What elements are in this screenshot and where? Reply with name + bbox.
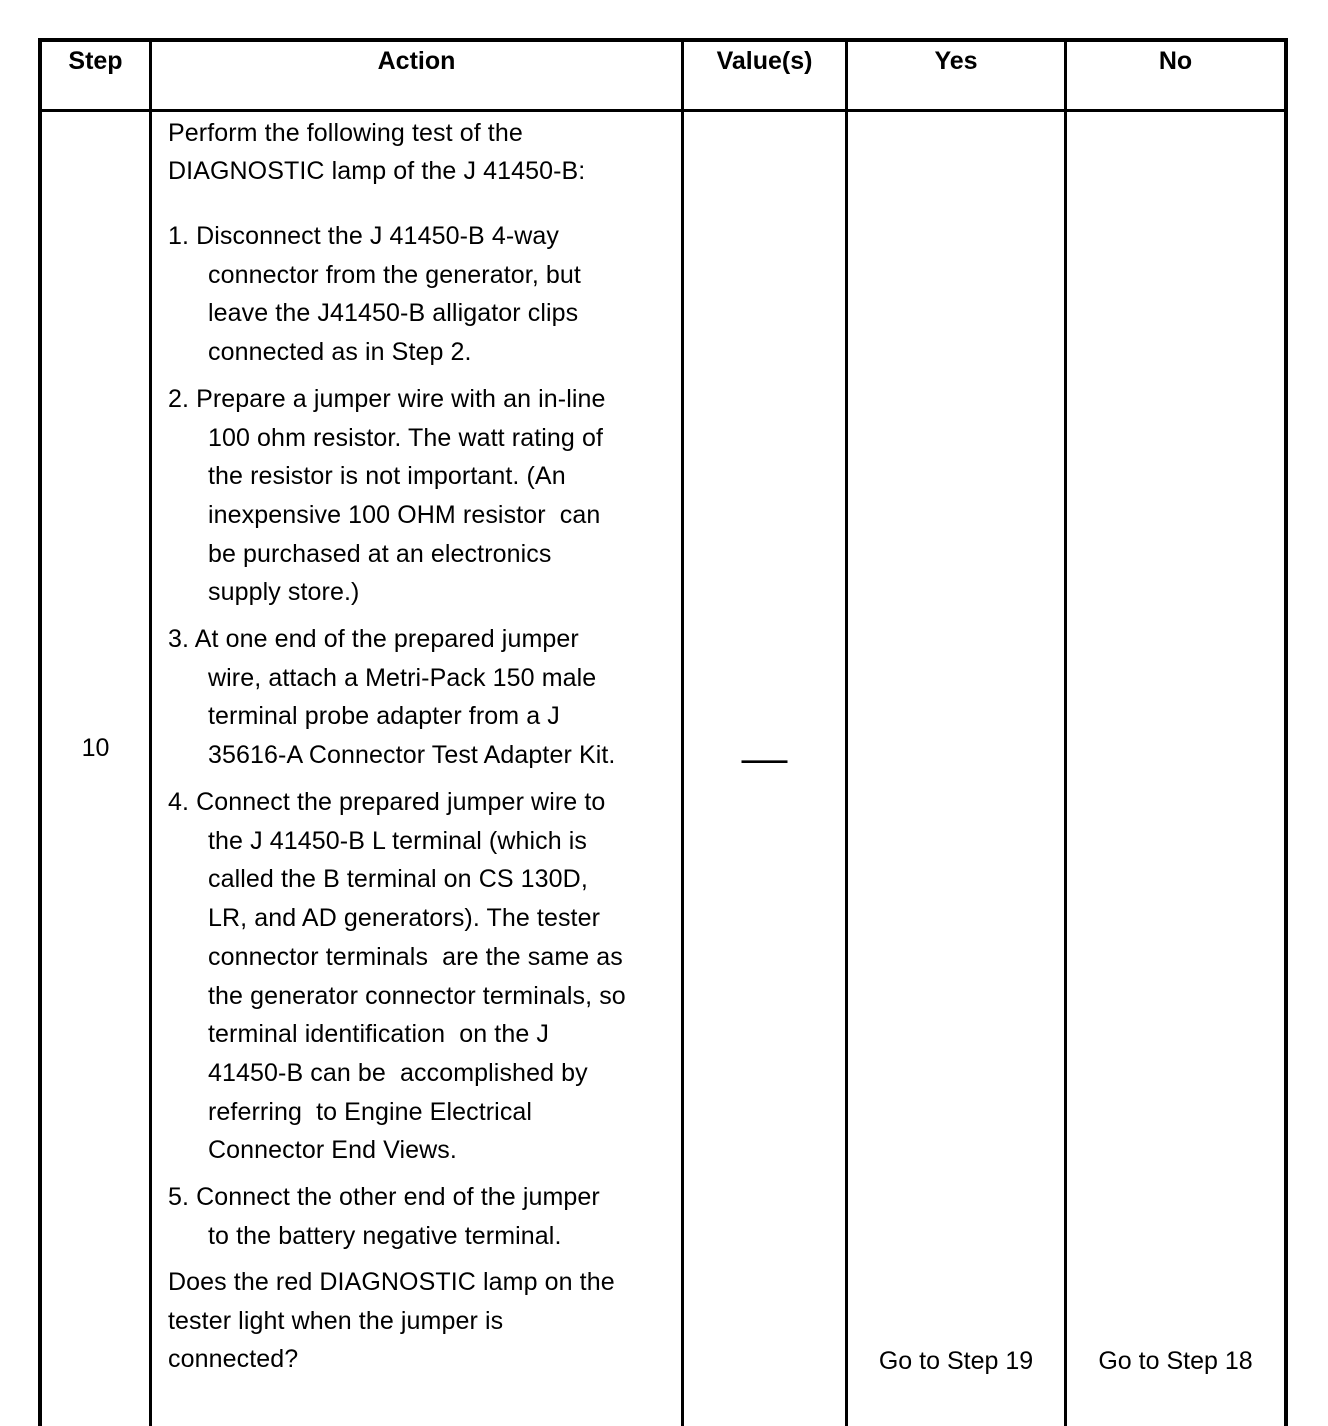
header-values: Value(s) bbox=[716, 47, 813, 75]
action-item-5-line: to the battery negative terminal. bbox=[208, 1222, 562, 1250]
table-right-border bbox=[1284, 38, 1288, 1426]
action-intro-line: Perform the following test of the bbox=[168, 119, 523, 147]
action-item-4-line: referring to Engine Electrical bbox=[208, 1098, 533, 1126]
action-question-line: Does the red DIAGNOSTIC lamp on the bbox=[168, 1268, 615, 1296]
action-item-4-line: terminal identification on the J bbox=[208, 1020, 549, 1048]
action-item-4-line: connector terminals are the same as bbox=[208, 943, 623, 971]
action-item-2-line: the resistor is not important. (An bbox=[208, 462, 566, 490]
col-divider-yes-no bbox=[1064, 38, 1067, 1426]
action-item-3-line: 3. At one end of the prepared jumper bbox=[168, 625, 579, 653]
action-item-2-line: 2. Prepare a jumper wire with an in-line bbox=[168, 385, 606, 413]
header-yes: Yes bbox=[934, 47, 978, 75]
header-step: Step bbox=[68, 47, 123, 75]
table-top-border bbox=[38, 38, 1288, 42]
step-number: 10 bbox=[81, 734, 110, 762]
action-item-4-line: called the B terminal on CS 130D, bbox=[208, 865, 588, 893]
col-divider-action-values bbox=[681, 38, 684, 1426]
action-question-line: connected? bbox=[168, 1345, 299, 1373]
action-item-4-line: Connector End Views. bbox=[208, 1136, 457, 1164]
values-cell: — bbox=[741, 737, 788, 781]
table-header-bottom-border bbox=[38, 109, 1288, 112]
action-item-4-line: 4. Connect the prepared jumper wire to bbox=[168, 788, 606, 816]
header-no: No bbox=[1158, 47, 1193, 75]
action-item-4-line: 41450-B can be accomplished by bbox=[208, 1059, 588, 1087]
yes-result: Go to Step 19 bbox=[878, 1347, 1034, 1375]
action-item-3-line: 35616-A Connector Test Adapter Kit. bbox=[208, 741, 616, 769]
header-action: Action bbox=[377, 47, 456, 75]
action-item-1-line: leave the J41450-B alligator clips bbox=[208, 299, 579, 327]
action-item-4-line: LR, and AD generators). The tester bbox=[208, 904, 601, 932]
action-item-1-line: connected as in Step 2. bbox=[208, 338, 472, 366]
action-item-1-line: 1. Disconnect the J 41450-B 4-way bbox=[168, 222, 560, 250]
action-question-line: tester light when the jumper is bbox=[168, 1307, 504, 1335]
no-result: Go to Step 18 bbox=[1098, 1347, 1253, 1375]
action-item-4-line: the J 41450-B L terminal (which is bbox=[208, 827, 588, 855]
action-item-2-line: inexpensive 100 OHM resistor can bbox=[208, 501, 601, 529]
action-item-1-line: connector from the generator, but bbox=[208, 261, 581, 289]
action-item-3-line: terminal probe adapter from a J bbox=[208, 702, 560, 730]
action-item-3-line: wire, attach a Metri-Pack 150 male bbox=[208, 664, 597, 692]
action-item-2-line: be purchased at an electronics bbox=[208, 540, 552, 568]
col-divider-step-action bbox=[149, 38, 152, 1426]
action-item-5-line: 5. Connect the other end of the jumper bbox=[168, 1183, 600, 1211]
action-item-2-line: 100 ohm resistor. The watt rating of bbox=[208, 424, 604, 452]
action-item-4-line: the generator connector terminals, so bbox=[208, 982, 626, 1010]
col-divider-values-yes bbox=[845, 38, 848, 1426]
action-item-2-line: supply store.) bbox=[208, 578, 360, 606]
table-left-border bbox=[38, 38, 42, 1426]
action-intro-line: DIAGNOSTIC lamp of the J 41450-B: bbox=[168, 157, 586, 185]
